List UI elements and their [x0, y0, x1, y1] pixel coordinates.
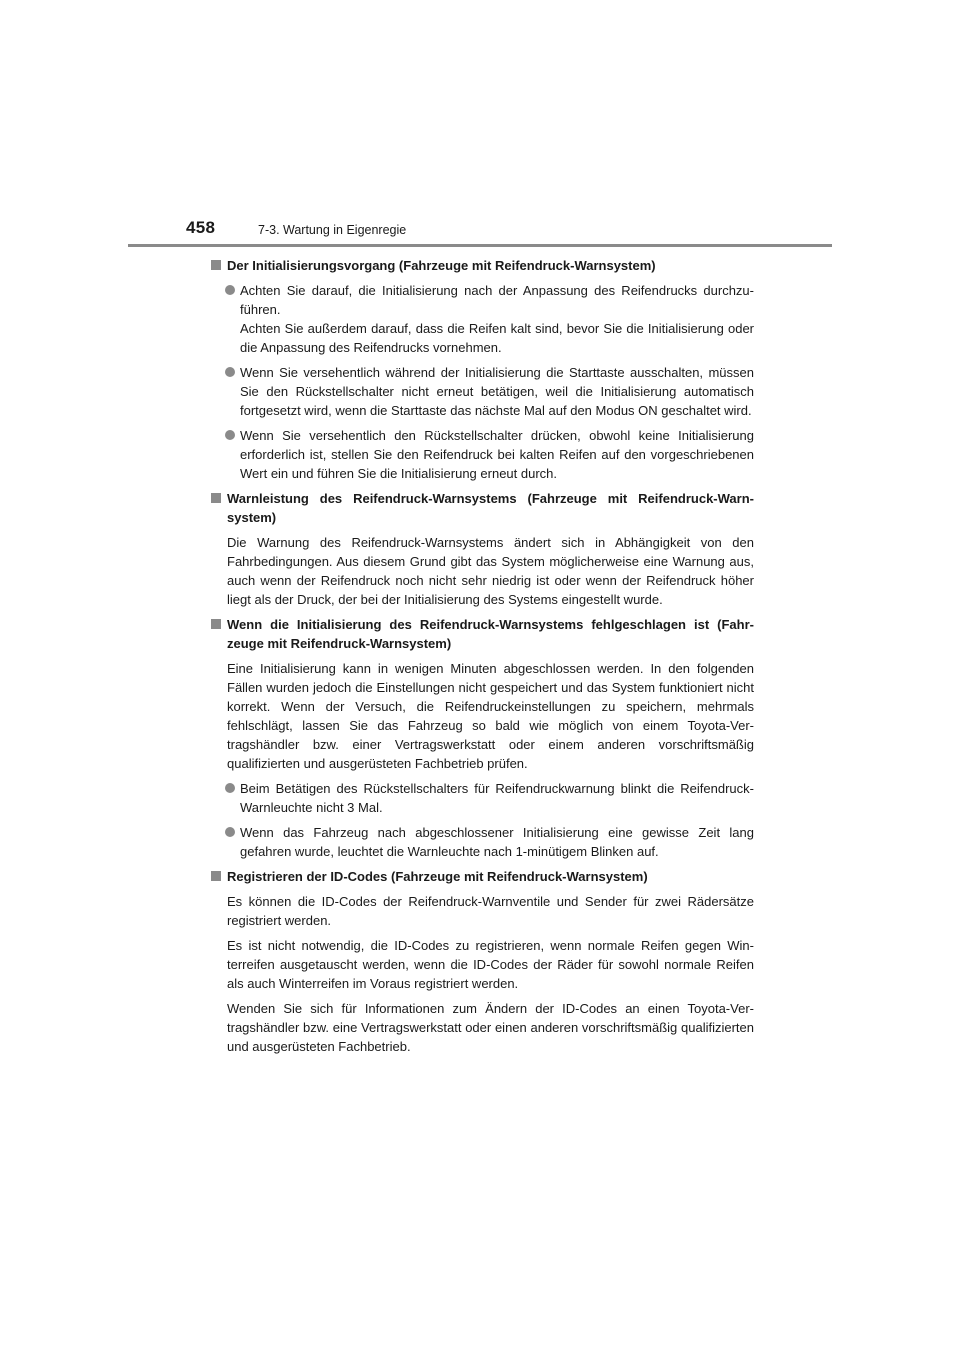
paragraph: Es können die ID-Codes der Reifendruck-Warnventile und Sender für zwei Rädersätze registriert werden.: [227, 894, 754, 928]
round-bullet-icon: [225, 430, 235, 440]
bullet-text: Wenn das Fahrzeug nach abgeschlossener Initialisierung eine gewisse Zeit lang gefahren wurde, leuchtet die Warnleuchte nach 1-minütigem Blinken auf.: [240, 825, 754, 859]
bullet-item: [210, 426, 754, 483]
square-bullet-icon: [211, 493, 221, 503]
bullet-text: Achten Sie darauf, die Initialisierung nach der Anpassung des Reifendrucks durchzuführen.: [240, 283, 754, 317]
round-bullet-icon: [225, 367, 235, 377]
heading-text: Der Initialisierungsvorgang (Fahrzeuge mit Reifendruck-Warnsystem): [227, 258, 656, 273]
bullet-item: [210, 281, 754, 357]
round-bullet-icon: [225, 783, 235, 793]
square-bullet-icon: [211, 871, 221, 881]
section-heading: [210, 256, 754, 275]
section-heading: [210, 489, 754, 527]
bullet-item: [210, 363, 754, 420]
section-heading: [210, 615, 754, 653]
paragraph: Es ist nicht notwendig, die ID-Codes zu registrieren, wenn normale Reifen gegen Winterreifen ausgetauscht werden, wenn die ID-Codes der Räder für sowohl normale Reifen als auch Winterreifen im Voraus registriert werden.: [227, 938, 754, 991]
bullet-text: Wenn Sie versehentlich während der Initialisierung die Starttaste ausschalten, müssen Sie den Rückstellschalter nicht erneut betätigen, weil die Initialisierung automatisch fortgesetzt wird, wenn die Starttaste das nächste Mal auf den Modus ON geschaltet wird.: [240, 365, 754, 418]
heading-text: Registrieren der ID-Codes (Fahrzeuge mit Reifendruck-Warnsystem): [227, 869, 648, 884]
bullet-item: [210, 779, 754, 817]
page-content: [210, 256, 754, 1062]
paragraph: Eine Initialisierung kann in wenigen Minuten abgeschlossen werden. In den folgenden Fällen wurden jedoch die Einstellungen nicht gespeichert und das System funktioniert nicht korrekt. Wenn der Versuch, die Reifendruckeinstellungen zu speichern, mehrmals fehlschlägt, lassen Sie das Fahrzeug so bald wie möglich von einem Toyota-Vertragshändler bzw. einer Vertragswerkstatt oder einem anderen vorschriftsmäßig qualifizierten und ausgerüsteten Fachbetrieb prüfen.: [227, 661, 754, 771]
section-heading: [210, 867, 754, 886]
page-number: 458: [186, 218, 216, 237]
bullet-text: Wenn Sie versehentlich den Rückstellschalter drücken, obwohl keine Initialisierung erforderlich ist, stellen Sie den Reifendruck bei kalten Reifen auf den vorgeschriebenen Wert ein und führen Sie die Initialisierung erneut durch.: [240, 428, 754, 481]
bullet-text: Beim Betätigen des Rückstellschalters für Reifendruckwarnung blinkt die Reifendruck-Warnleuchte nicht 3 Mal.: [240, 781, 754, 815]
bullet-text: Achten Sie außerdem darauf, dass die Reifen kalt sind, bevor Sie die Initialisierung oder die Anpassung des Reifendrucks vornehmen.: [240, 321, 754, 355]
round-bullet-icon: [225, 285, 235, 295]
heading-text: Wenn die Initialisierung des Reifendruck-Warnsystems fehlgeschlagen ist (Fahrzeuge mit Reifendruck-Warnsystem): [227, 617, 754, 651]
paragraph: Wenden Sie sich für Informationen zum Ändern der ID-Codes an einen Toyota-Vertragshändler bzw. eine Vertragswerkstatt oder einen anderen vorschriftsmäßig qualifizierten und ausgerüsteten Fachbetrieb.: [227, 1001, 754, 1054]
square-bullet-icon: [211, 619, 221, 629]
page-header: [128, 214, 832, 246]
bullet-item: [210, 823, 754, 861]
square-bullet-icon: [211, 260, 221, 270]
heading-text: Warnleistung des Reifendruck-Warnsystems (Fahrzeuge mit Reifendruck-Warnsystem): [227, 491, 754, 525]
header-rule: [128, 244, 832, 247]
section-title: 7-3. Wartung in Eigenregie: [258, 223, 407, 237]
round-bullet-icon: [225, 827, 235, 837]
paragraph: Die Warnung des Reifendruck-Warnsystems ändert sich in Abhängigkeit von den Fahrbedingungen. Aus diesem Grund gibt das System möglicherweise eine Warnung aus, auch wenn der Reifendruck noch nicht sehr niedrig ist oder wenn der Reifendruck höher liegt als der Druck, der bei der Initialisierung des Systems eingestellt wurde.: [227, 535, 754, 607]
